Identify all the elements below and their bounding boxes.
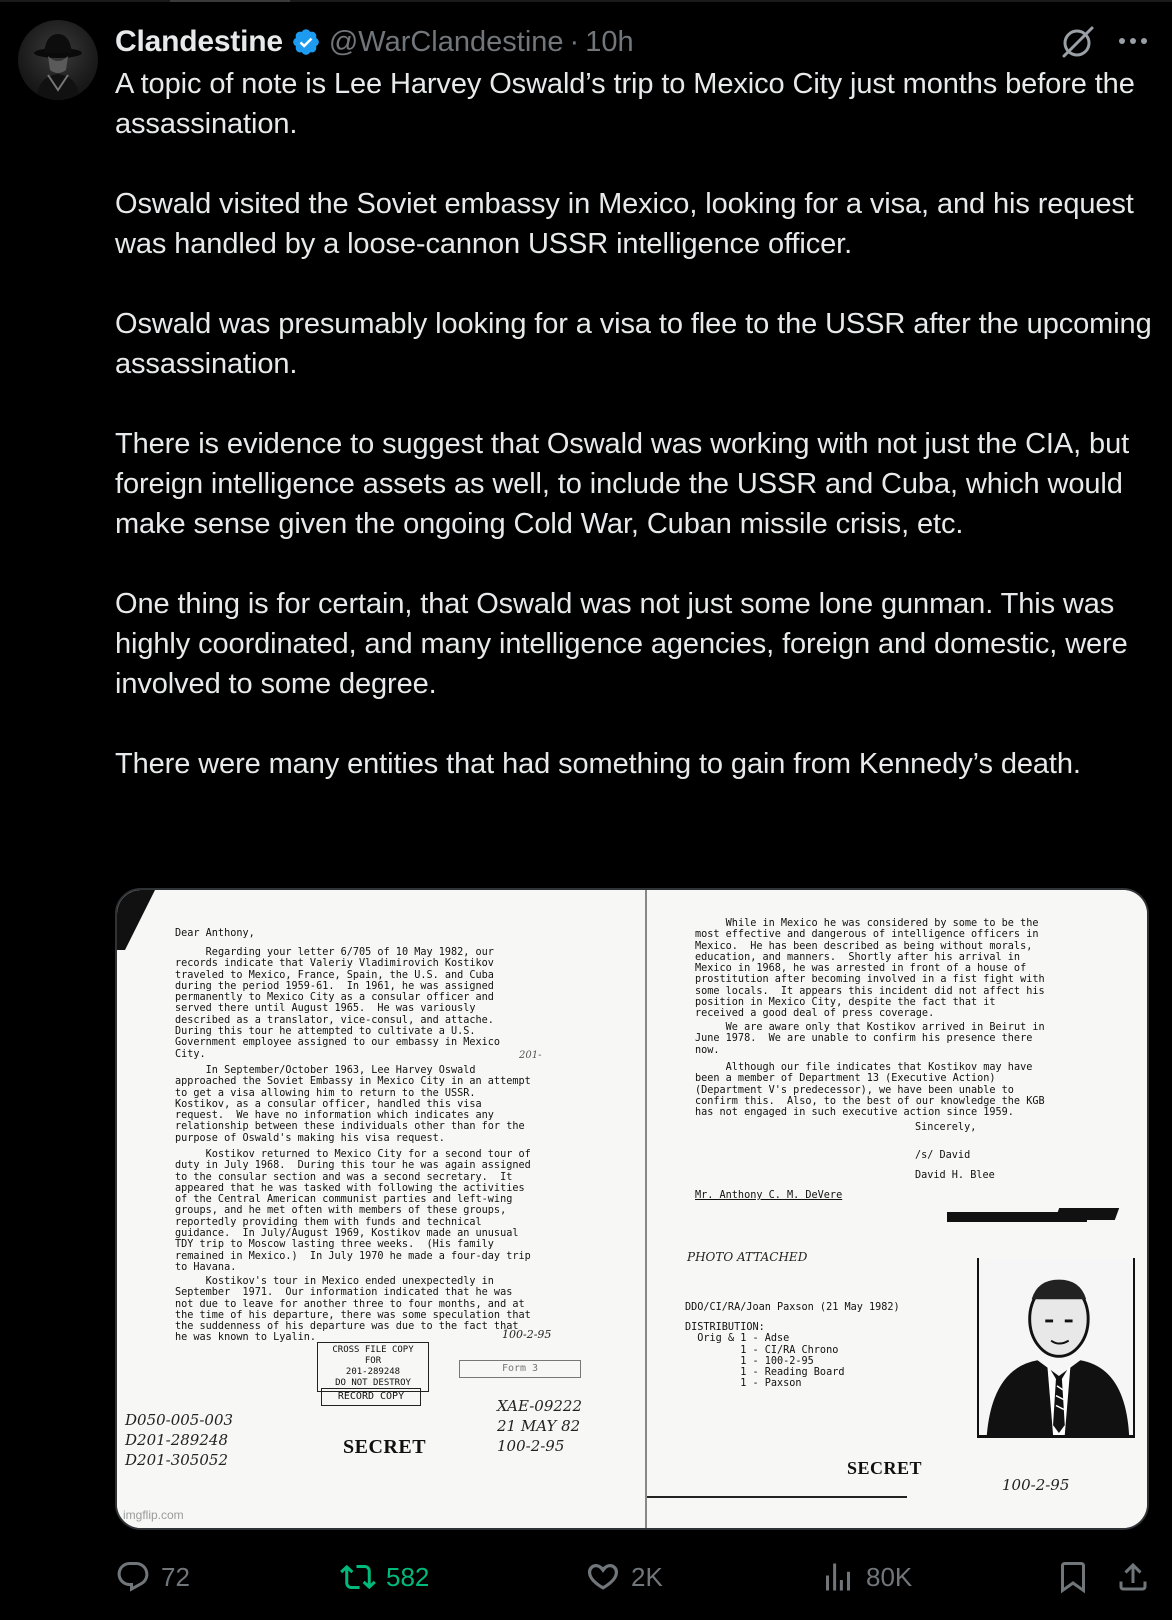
tweet-text bbox=[115, 64, 1160, 784]
repost-count: 582 bbox=[386, 1561, 430, 1592]
bookmark-icon bbox=[1055, 1559, 1091, 1595]
repost-icon bbox=[340, 1559, 376, 1595]
document-page-left bbox=[117, 890, 645, 1530]
watermark: imgflip.com bbox=[123, 1508, 184, 1522]
views-button[interactable] bbox=[820, 1555, 912, 1599]
routing-line: DDO/CI/RA/Joan Paxson (21 May 1982) bbox=[685, 1302, 900, 1313]
avatar[interactable] bbox=[18, 20, 98, 100]
tweet-paragraph: One thing is for certain, that Oswald was not just some lone gunman. This was highly coordinated, and many intelligence agencies, foreign and domestic, were involved to some degree. bbox=[115, 588, 1128, 700]
reply-count: 72 bbox=[161, 1561, 190, 1592]
classification-marking: SECRET bbox=[847, 1458, 923, 1478]
redaction-bar bbox=[1055, 1208, 1119, 1220]
tweet-header bbox=[115, 22, 634, 62]
verified-badge-icon[interactable] bbox=[291, 27, 321, 57]
reply-icon bbox=[115, 1559, 151, 1595]
cross-file-stamp: CROSS FILE COPY FOR 201-289248 DO NOT DESTROY bbox=[317, 1342, 429, 1392]
handwritten-reference: XAE-09222 21 MAY 82 100-2-95 bbox=[497, 1397, 582, 1455]
rule-line bbox=[647, 1496, 907, 1498]
separator-dot: · bbox=[569, 25, 580, 58]
tweet-paragraph: Oswald was presumably looking for a visa to flee to the USSR after the upcoming assassination. bbox=[115, 308, 1152, 380]
letter-signature: /s/ David bbox=[915, 1150, 971, 1161]
letter-addressee: Mr. Anthony C. M. DeVere bbox=[695, 1190, 843, 1201]
view-count: 80K bbox=[866, 1561, 913, 1592]
reply-button[interactable] bbox=[115, 1555, 190, 1599]
letter-paragraph: In September/October 1963, Lee Harvey Oswald approached the Soviet Embassy in Mexico City in an attempt to get a visa allowing him to return to the USSR. Kostikov, as a consular officer, handled this visa request. We have no information which indicates any relationship between these individuals other than for the purpose of Oswald's making his visa request. bbox=[175, 1065, 531, 1144]
tweet-paragraph: Oswald visited the Soviet embassy in Mexico, looking for a visa, and his request was handled by a loose-cannon USSR intelligence officer. bbox=[115, 188, 1134, 260]
tweet-paragraph: A topic of note is Lee Harvey Oswald’s trip to Mexico City just months before the assassination. bbox=[115, 68, 1135, 140]
top-divider bbox=[0, 0, 1172, 2]
tweet-paragraph: There were many entities that had something to gain from Kennedy’s death. bbox=[115, 748, 1081, 780]
letter-salutation: Dear Anthony, bbox=[175, 928, 255, 939]
tweet-paragraph: There is evidence to suggest that Oswald was working with not just the CIA, but foreign intelligence assets as well, to include the USSR and Cuba, which would make sense given the ongoing Cold War, Cuban missile crisis, etc. bbox=[115, 428, 1130, 540]
handwritten-note: 201- bbox=[519, 1050, 542, 1061]
like-count: 2K bbox=[631, 1561, 663, 1592]
classification-marking: SECRET bbox=[343, 1436, 427, 1458]
avatar-image bbox=[18, 20, 98, 100]
letter-signer: David H. Blee bbox=[915, 1170, 995, 1181]
user-handle[interactable]: @WarClandestine bbox=[328, 25, 564, 58]
letter-paragraph: Kostikov's tour in Mexico ended unexpectedly in September 1971. Our information indicated that he was not due to leave for another three to four months, and at the time of his departure, there was some speculation that the suddenness of his departure was due to the fact that he was known to Lyalin. bbox=[175, 1276, 531, 1344]
handwritten-note: 100-2-95 bbox=[502, 1328, 552, 1341]
letter-paragraph: We are aware only that Kostikov arrived in Beirut in June 1978. We are unable to confirm his presence there now. bbox=[695, 1022, 1045, 1056]
views-icon bbox=[820, 1559, 856, 1595]
record-copy-stamp: RECORD COPY bbox=[321, 1388, 421, 1406]
like-button[interactable] bbox=[585, 1555, 663, 1599]
media-image[interactable] bbox=[115, 888, 1149, 1530]
form-stamp: Form 3 bbox=[459, 1360, 581, 1378]
handwritten-file-number: 100-2-95 bbox=[1002, 1476, 1070, 1494]
distribution-list: DISTRIBUTION: Orig & 1 - Adse 1 - CI/RA Chrono 1 - 100-2-95 1 - Reading Board 1 - Paxson bbox=[685, 1322, 845, 1390]
letter-paragraph: While in Mexico he was considered by some to be the most effective and dangerous of intelligence officers in Mexico. He has been described as being without morals, education, and manners. Shortly after his arrival in Mexico in 1968, he was arrested in front of a house of prostitution after becoming involved in a fist fight with some locals. It appears this incident did not affect his position in Mexico City, despite the fact that it received a good deal of press coverage. bbox=[695, 918, 1045, 1020]
attached-photo bbox=[977, 1258, 1135, 1438]
repost-button[interactable] bbox=[340, 1555, 429, 1599]
letter-paragraph: Regarding your letter 6/705 of 10 May 1982, our records indicate that Valeriy Vladimirovich Kostikov traveled to Mexico, France, Spain, the U.S. and Cuba during the period 1959-61. In 1961, he was assigned permanently to Mexico City as a consular officer and served there until August 1965. He was variously described as a translator, vice-consul, and attache. During this tour he attempted to cultivate a U.S. Government employee assigned to our embassy in Mexico City. bbox=[175, 947, 501, 1060]
display-name[interactable]: Clandestine bbox=[115, 25, 283, 58]
share-icon bbox=[1115, 1559, 1151, 1595]
handwritten-file-codes: D050-005-003 D201-289248 D201-305052 bbox=[125, 1411, 234, 1469]
grok-icon[interactable] bbox=[1058, 22, 1098, 62]
scan-corner-shadow bbox=[117, 890, 157, 950]
share-button[interactable] bbox=[1115, 1555, 1161, 1599]
bookmark-button[interactable] bbox=[1055, 1555, 1101, 1599]
letter-paragraph: Kostikov returned to Mexico City for a second tour of duty in July 1968. During this tour he was again assigned to the consular section and was a second secretary. It appeared that he was tasked with following the activities of the Central American communist parties and left-wing groups, and he met often with members of these groups, reportedly providing them with funds and technical guidance. In July/August 1969, Kostikov made an unusual TDY trip to Moscow lasting three weeks. (His family remained in Mexico.) In July 1970 he made a four-day trip to Havana. bbox=[175, 1149, 531, 1273]
handwritten-note: PHOTO ATTACHED bbox=[687, 1250, 808, 1264]
letter-closing: Sincerely, bbox=[915, 1122, 977, 1133]
timestamp[interactable]: 10h bbox=[585, 25, 634, 58]
action-bar bbox=[115, 1555, 1160, 1599]
more-icon[interactable] bbox=[1113, 26, 1153, 56]
letter-paragraph: Although our file indicates that Kostikov may have been a member of Department 13 (Executive Action) (Department V's predecessor), we have been unable to confirm this. Also, to the best of our knowledge the KGB has not engaged in such executive action since 1959. bbox=[695, 1062, 1045, 1119]
heart-icon bbox=[585, 1559, 621, 1595]
